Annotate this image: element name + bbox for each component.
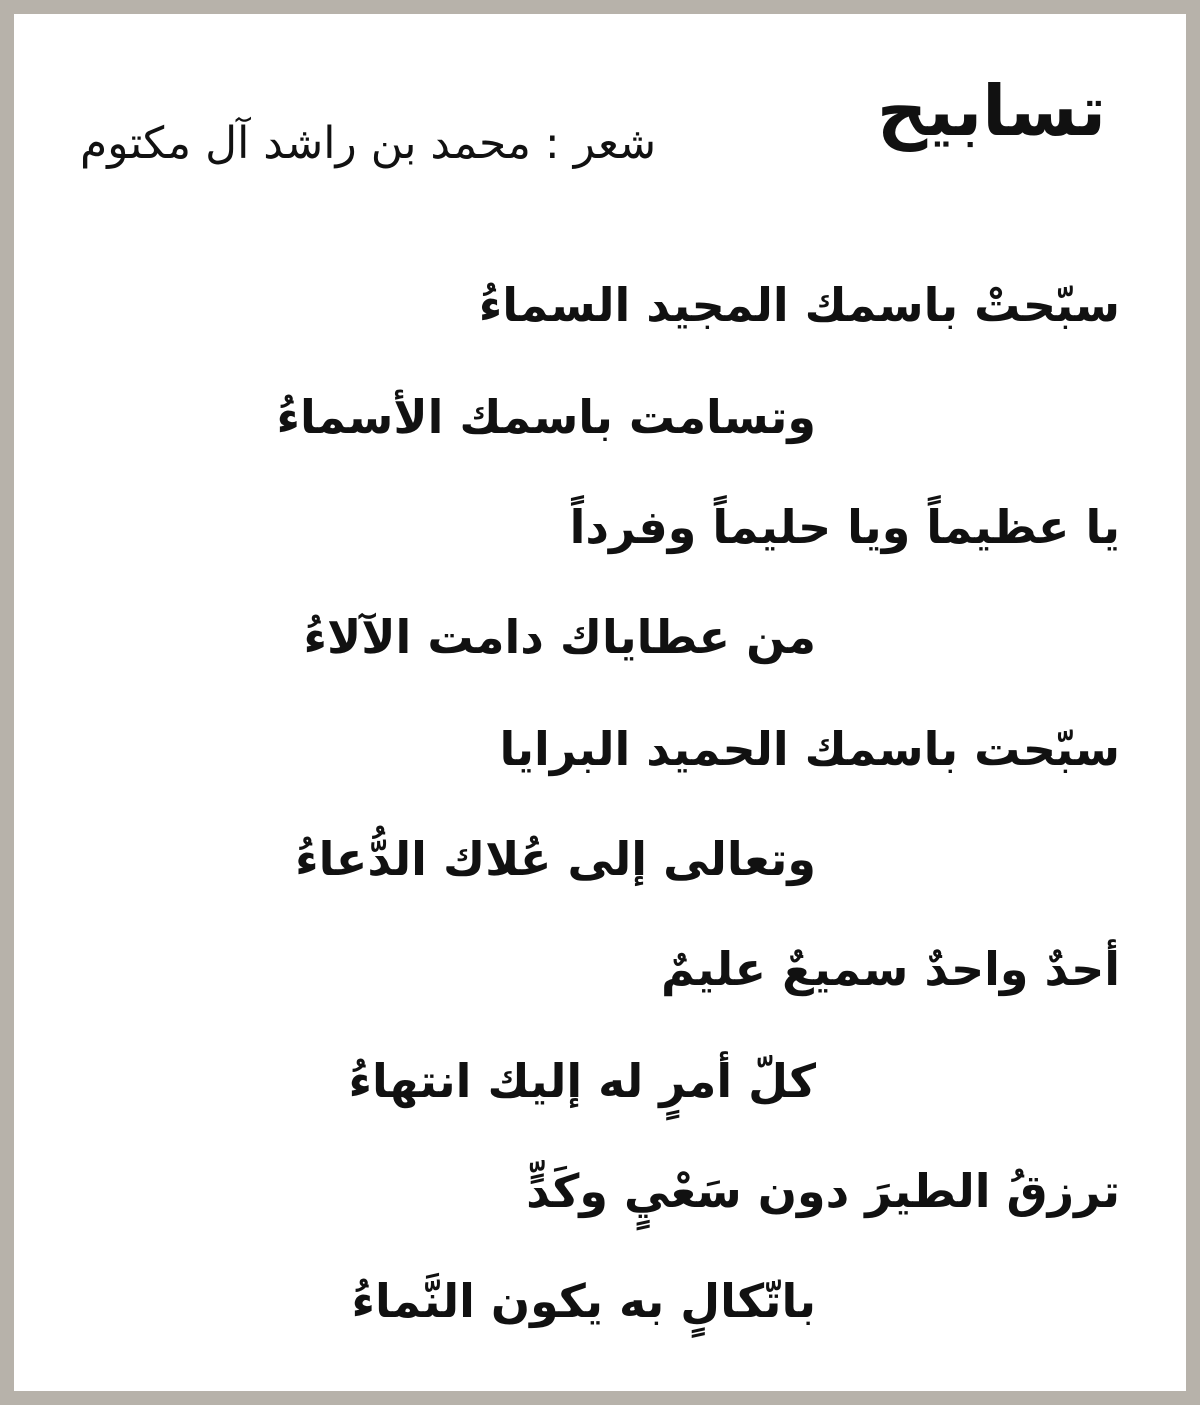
verse-line: باتّكالٍ به يكون النَّماءُ: [351, 1274, 816, 1328]
verse-line: سبّحت باسمك الحميد البرايا: [499, 722, 1120, 776]
verse-line: من عطاياك دامت الآلاءُ: [303, 610, 816, 664]
verse-line: ترزقُ الطيرَ دون سَعْيٍ وكَدٍّ: [526, 1164, 1120, 1218]
verse-line: سبّحتْ باسمك المجيد السماءُ: [478, 278, 1120, 332]
verse-line: كلّ أمرٍ له إليك انتهاءُ: [348, 1054, 816, 1108]
poet-byline: شعر : محمد بن راشد آل مكتوم: [80, 118, 657, 169]
verse-line: وتعالى إلى عُلاك الدُّعاءُ: [295, 832, 816, 886]
poem-title: تسابيح: [876, 70, 1106, 152]
verse-line: وتسامت باسمك الأسماءُ: [276, 390, 816, 444]
verse-line: أحدٌ واحدٌ سميعٌ عليمٌ: [661, 942, 1120, 996]
verse-line: يا عظيماً ويا حليماً وفرداً: [569, 500, 1120, 554]
